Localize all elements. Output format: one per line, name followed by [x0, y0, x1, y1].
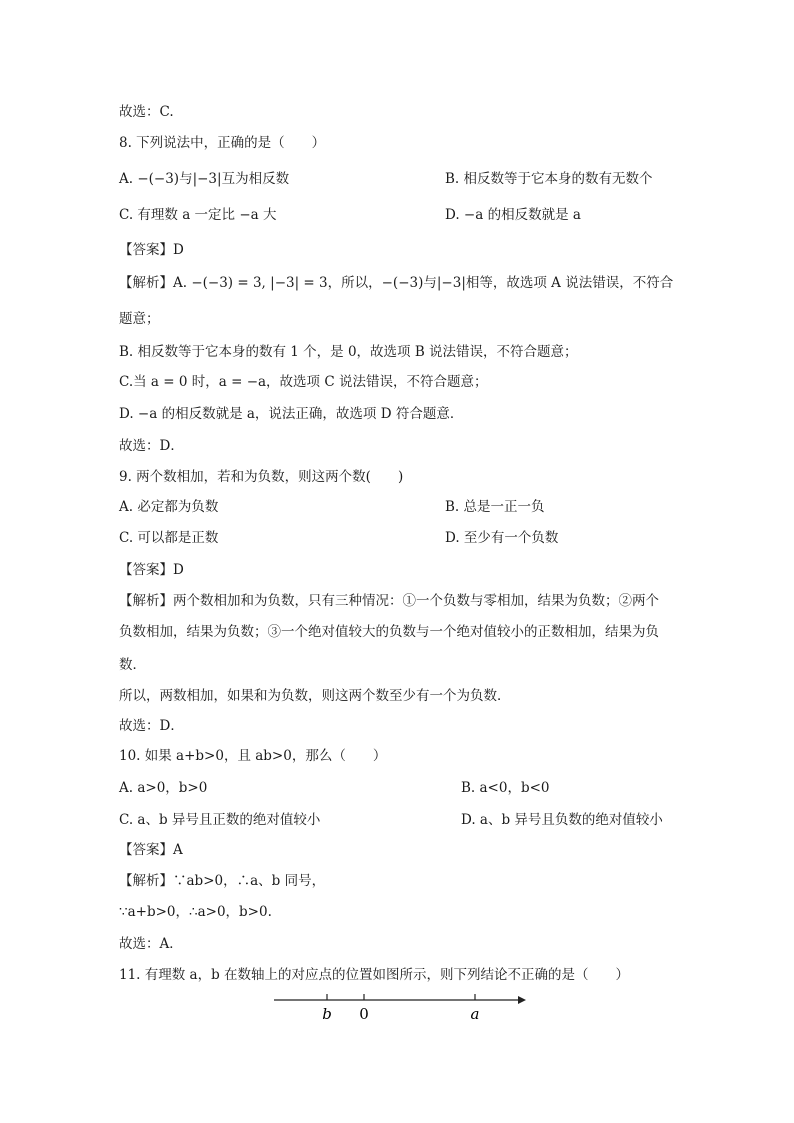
q8-option-a: A. −(−3)与|−3|互为相反数 [119, 171, 290, 187]
arrow-right-icon [518, 996, 526, 1004]
q8-answer: 【答案】D [119, 242, 184, 258]
q9-explanation-4: 所以，两数相加，如果和为负数，则这两个数至少有一个为负数． [119, 688, 511, 704]
q9-explanation-3: 数． [119, 657, 146, 673]
q10-explanation-1: 【解析】∵ab>0，∴a、b 同号， [119, 873, 326, 889]
label-b: b [322, 1005, 332, 1023]
q10-explanation-2: ∵a+b>0，∴a>0，b>0. [119, 904, 272, 920]
q9-option-c: C. 可以都是正数 [119, 530, 219, 546]
q8-explanation-2: 题意； [119, 311, 160, 327]
q8-explanation-3: B. 相反数等于它本身的数有 1 个，是 0，故选项 B 说法错误，不符合题意； [119, 344, 578, 360]
number-line-figure [260, 990, 530, 1030]
q10-selection: 故选：A． [119, 936, 183, 952]
question-8: 8. 下列说法中，正确的是（ ） [119, 135, 326, 151]
selection-line: 故选：C. [119, 104, 174, 120]
q8-explanation-4: C.当 a = 0 时，a = −a，故选项 C 说法错误，不符合题意； [119, 374, 488, 390]
q9-option-b: B. 总是一正一负 [445, 499, 545, 515]
label-zero: 0 [359, 1005, 369, 1023]
q8-option-b: B. 相反数等于它本身的数有无数个 [445, 171, 653, 187]
q10-option-b: B. a<0，b<0 [461, 780, 550, 796]
question-11: 11. 有理数 a，b 在数轴上的对应点的位置如图所示，则下列结论不正确的是（ ） [119, 967, 630, 983]
q9-explanation-1: 【解析】两个数相加和为负数，只有三种情况：①一个负数与零相加，结果为负数；②两个 [119, 593, 659, 609]
q8-explanation-5: D. −a 的相反数就是 a，说法正确，故选项 D 符合题意． [119, 406, 464, 422]
q8-explanation-1: 【解析】A. −(−3) = 3, |−3| = 3，所以，−(−3)与|−3|相等，故选项 A 说法错误，不符合 [119, 275, 674, 291]
q10-option-c: C. a、b 异号且正数的绝对值较小 [119, 812, 321, 828]
q10-option-a: A. a>0，b>0 [119, 780, 208, 796]
q8-option-c: C. 有理数 a 一定比 −a 大 [119, 207, 277, 223]
q9-selection: 故选：D． [119, 718, 184, 734]
q9-explanation-2: 负数相加，结果为负数；③一个绝对值较大的负数与一个绝对值较小的正数相加，结果为负 [119, 624, 659, 640]
q8-option-d: D. −a 的相反数就是 a [445, 207, 581, 223]
label-a: a [470, 1005, 480, 1023]
question-9: 9. 两个数相加，若和为负数，则这两个数( ) [119, 469, 404, 485]
question-10: 10. 如果 a+b>0，且 ab>0，那么（ ） [119, 748, 387, 764]
q9-option-d: D. 至少有一个负数 [445, 530, 559, 546]
q10-option-d: D. a、b 异号且负数的绝对值较小 [461, 812, 663, 828]
q9-option-a: A. 必定都为负数 [119, 499, 219, 515]
q10-answer: 【答案】A [119, 842, 183, 858]
q8-selection: 故选：D． [119, 438, 184, 454]
q9-answer: 【答案】D [119, 562, 184, 578]
